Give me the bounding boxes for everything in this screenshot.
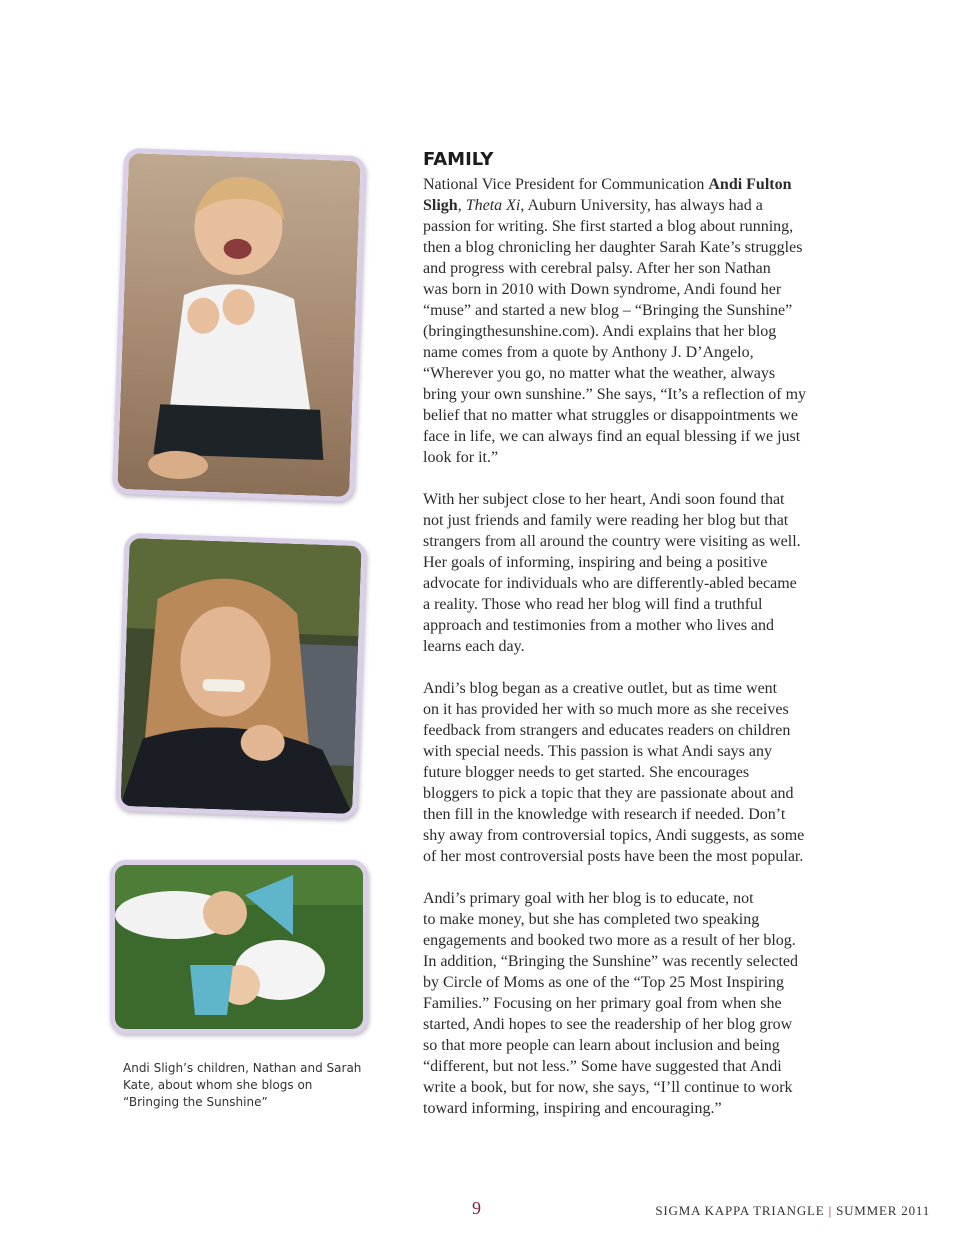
article-paragraph-1: [423, 174, 853, 468]
text-line: Her goals of informing, inspiring and being a positive: [423, 554, 768, 571]
text-line: by Circle of Moms as one of the “Top 25 Most Inspiring: [423, 974, 785, 991]
text-line: face in life, we can always find an equal blessing if we just: [423, 428, 801, 445]
text-line: toward informing, inspiring and encouraging.”: [423, 1100, 722, 1117]
text-line: write a book, but for now, she says, “I’ll continue to work: [423, 1079, 793, 1096]
text-line: With her subject close to her heart, Andi soon found that: [423, 491, 785, 508]
text-line: and progress with cerebral palsy. After her son Nathan: [423, 260, 771, 277]
caption-line: “Bringing the Sunshine”: [123, 1095, 268, 1109]
text-line: In addition, “Bringing the Sunshine” was recently selected: [423, 953, 799, 970]
text-line: was born in 2010 with Down syndrome, Andi found her: [423, 281, 782, 298]
text-line: (bringingthesunshine.com). Andi explains that her blog: [423, 323, 777, 340]
text-line: name comes from a quote by Anthony J. D’Angelo,: [423, 344, 754, 361]
text-line: then fill in the knowledge with research if needed. Don’t: [423, 806, 786, 823]
text-line: engagements and booked two more as a result of her blog.: [423, 932, 796, 949]
text-line: belief that no matter what struggles or disappointments we: [423, 407, 799, 424]
section-heading: FAMILY: [423, 149, 494, 170]
text-line: Andi’s primary goal with her blog is to educate, not: [423, 890, 754, 907]
text-line: started, Andi hopes to see the readership of her blog grow: [423, 1016, 793, 1033]
footer-publication: [655, 1203, 930, 1219]
text-line: Families.” Focusing on her primary goal from when she: [423, 995, 782, 1012]
text-line: of her most controversial posts have been the most popular.: [423, 848, 804, 865]
article-paragraph-4: [423, 888, 853, 1119]
caption-line: Kate, about whom she blogs on: [123, 1078, 313, 1092]
photo-toddler-on-beach: [112, 148, 366, 502]
text-line: not just friends and family were reading her blog but that: [423, 512, 789, 529]
text-line: a reality. Those who read her blog will find a truthful: [423, 596, 763, 613]
text-line: to make money, but she has completed two speaking: [423, 911, 760, 928]
text-line: Andi’s blog began as a creative outlet, but as time went: [423, 680, 778, 697]
page-number: 9: [472, 1198, 481, 1218]
text-line: National Vice President for Communication Andi Fulton: [423, 176, 792, 193]
photo-children-on-grass: [110, 860, 368, 1034]
text-line: “muse” and started a new blog – “Bringing the Sunshine”: [423, 302, 793, 319]
footer-issue: SUMMER 2011: [836, 1203, 930, 1218]
article-paragraph-2: [423, 489, 853, 657]
text-line: look for it.”: [423, 449, 499, 466]
footer-magazine-name: SIGMA KAPPA TRIANGLE: [655, 1203, 825, 1218]
text-line: Sligh, Theta Xi, Auburn University, has always had a: [423, 197, 763, 214]
text-line: learns each day.: [423, 638, 525, 655]
text-line: advocate for individuals who are differently-abled became: [423, 575, 797, 592]
text-line: then a blog chronicling her daughter Sarah Kate’s struggles: [423, 239, 803, 256]
text-line: bloggers to pick a topic that they are passionate about and: [423, 785, 794, 802]
text-line: shy away from controversial topics, Andi suggests, as some: [423, 827, 805, 844]
photo-caption: [123, 1060, 362, 1111]
footer-separator: |: [828, 1203, 833, 1218]
text-line: approach and testimonies from a mother who lives and: [423, 617, 775, 634]
text-line: bring your own sunshine.” She says, “It’s a reflection of my: [423, 386, 807, 403]
text-line: feedback from strangers and educates readers on children: [423, 722, 791, 739]
text-line: “Wherever you go, no matter what the weather, always: [423, 365, 776, 382]
text-line: “different, but not less.” Some have suggested that Andi: [423, 1058, 782, 1075]
photo-girl-smiling: [115, 533, 367, 819]
text-line: on it has provided her with so much more as she receives: [423, 701, 789, 718]
article-paragraph-3: [423, 678, 853, 867]
text-line: with special needs. This passion is what Andi says any: [423, 743, 772, 760]
text-line: future blogger needs to get started. She encourages: [423, 764, 750, 781]
caption-line: Andi Sligh’s children, Nathan and Sarah: [123, 1061, 362, 1075]
text-line: passion for writing. She first started a blog about running,: [423, 218, 794, 235]
text-line: so that more people can learn about inclusion and being: [423, 1037, 780, 1054]
article: [423, 148, 853, 1140]
text-line: strangers from all around the country were visiting as well.: [423, 533, 801, 550]
